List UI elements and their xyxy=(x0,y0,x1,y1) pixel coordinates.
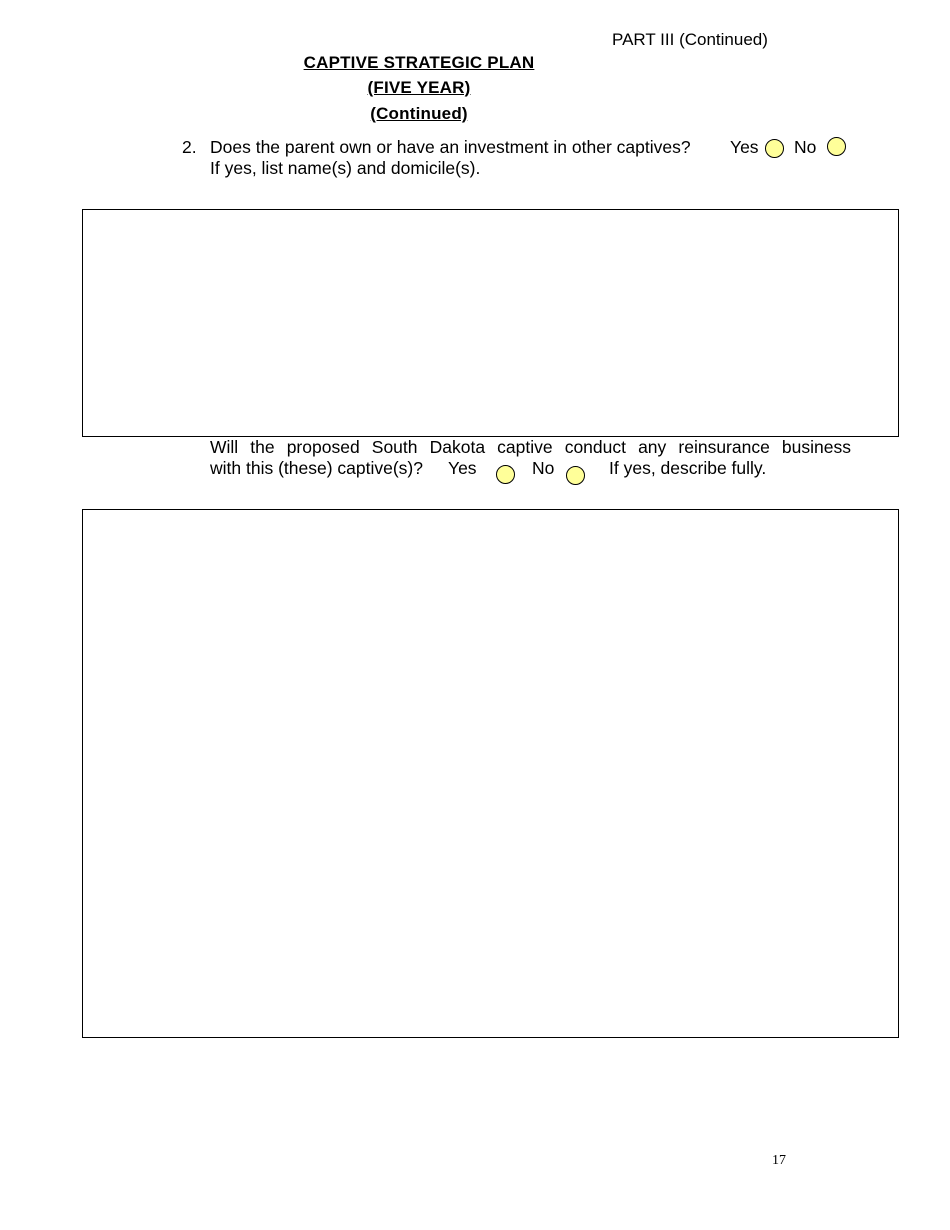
no-radio[interactable] xyxy=(827,137,846,156)
page-number: 17 xyxy=(772,1153,786,1168)
reinsurance-yes-radio[interactable] xyxy=(496,465,515,484)
reinsurance-no-radio[interactable] xyxy=(566,466,585,485)
question-text: Does the parent own or have an investment in other captives? xyxy=(210,137,691,157)
captives-list-textbox[interactable] xyxy=(82,209,899,437)
page-subtitle: (FIVE YEAR) xyxy=(367,78,471,97)
reinsurance-yes-label: Yes xyxy=(448,458,477,478)
reinsurance-question-line1: Will the proposed South Dakota captive conduct any reinsurance business xyxy=(210,437,851,457)
reinsurance-no-label: No xyxy=(532,458,555,478)
question-followup: If yes, list name(s) and domicile(s). xyxy=(210,158,481,178)
part-header: PART III (Continued) xyxy=(612,30,768,49)
reinsurance-followup: If yes, describe fully. xyxy=(609,458,767,478)
question-number: 2. xyxy=(182,137,197,157)
page-title: CAPTIVE STRATEGIC PLAN xyxy=(303,53,535,72)
no-label: No xyxy=(794,137,817,157)
page-subtitle-continued: (Continued) xyxy=(370,104,468,123)
reinsurance-question-line2: with this (these) captive(s)? xyxy=(210,458,423,478)
yes-radio[interactable] xyxy=(765,139,784,158)
reinsurance-description-textbox[interactable] xyxy=(82,509,899,1038)
yes-label: Yes xyxy=(730,137,759,157)
